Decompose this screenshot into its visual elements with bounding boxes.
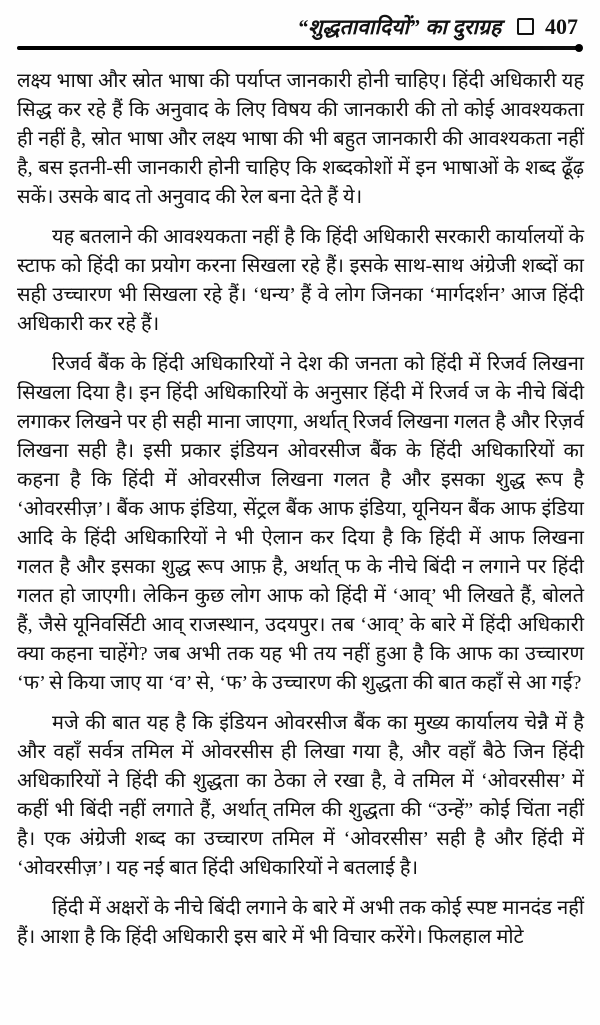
body-paragraph: यह बतलाने की आवश्यकता नहीं है कि हिंदी अधिकारी सरकारी कार्यालयों के स्टाफ को हिंदी का प्रयोग करना सिखला रहे हैं। इसके साथ-साथ अंग्रेजी शब्दों का सही उच्चारण भी सिखला रहे हैं। ‘धन्य’ हैं वे लोग जिनका ‘मार्गदर्शन’ आज हिंदी अधिकारी कर रहे हैं। [17, 225, 584, 335]
body-paragraph: रिजर्व बैंक के हिंदी अधिकारियों ने देश की जनता को हिंदी में रिजर्व लिखना सिखला दिया है। इन हिंदी अधिकारियों के अनुसार हिंदी में रिजर्व ज के नीचे बिंदी लगाकर लिखने पर ही सही माना जाएगा, अर्थात् रिजर्व लिखना गलत है और रिज़र्व लिखना सही है। इसी प्रकार इंडियन ओवरसीज बैंक के हिंदी अधिकारियों का कहना है कि हिंदी में ओवरसीज लिखना गलत है और इसका शुद्ध रूप है ‘ओवरसीज़’। बैंक आफ इंडिया, सेंट्रल बैंक आफ इंडिया, यूनियन बैंक आफ इंडिया आदि के हिंदी अधिकारियों ने भी ऐलान कर दिया है कि हिंदी में आफ लिखना गलत है और इसका शुद्ध रूप आफ़ है, अर्थात् फ के नीचे बिंदी न लगाने पर हिंदी गलत हो जाएगी। लेकिन कुछ लोग आफ को हिंदी में ‘आव्’ भी लिखते हैं, बोलते हैं, जैसे यूनिवर्सिटी आव् राजस्थान, उदयपुर। तब ‘आव्’ के बारे में हिंदी अधिकारी क्या कहना चाहेंगे? जब अभी तक यह भी तय नहीं हुआ है कि आफ का उच्चारण ‘फ’ से किया जाए या ‘व’ से, ‘फ’ के उच्चारण की शुद्धता की बात कहाँ से आ गई? [17, 352, 584, 694]
page-body [17, 67, 584, 952]
body-paragraph: मजे की बात यह है कि इंडियन ओवरसीज बैंक का मुख्य कार्यालय चेन्नै में है और वहाँ सर्वत्र तमिल में ओवरसीस ही लिखा गया है, और वहाँ बैठे जिन हिंदी अधिकारियों ने हिंदी की शुद्धता का ठेका ले रखा है, वे तमिल में ‘ओवरसीस’ में कहीं भी बिंदी नहीं लगाते हैं, अर्थात् तमिल की शुद्धता की “उन्हें” कोई चिंता नहीं है। एक अंग्रेजी शब्द का उच्चारण तमिल में ‘ओवरसीस’ सही है और हिंदी में ‘ओवरसीज़’। यह नई बात हिंदी अधिकारियों ने बतलाई है। [17, 711, 584, 879]
body-paragraph: हिंदी में अक्षरों के नीचे बिंदी लगाने के बारे में अभी तक कोई स्पष्ट मानदंड नहीं हैं। आशा है कि हिंदी अधिकारी इस बारे में भी विचार करेंगे। फिलहाल मोटे [17, 896, 584, 948]
page-number: 407 [545, 14, 578, 39]
header-rule [17, 46, 581, 50]
body-paragraph: लक्ष्य भाषा और स्रोत भाषा की पर्याप्त जानकारी होनी चाहिए। हिंदी अधिकारी यह सिद्ध कर रहे हैं कि अनुवाद के लिए विषय की जानकारी की तो कोई आवश्यकता ही नहीं है, स्रोत भाषा और लक्ष्य भाषा की भी बहुत जानकारी की आवश्यकता नहीं है, बस इतनी-सी जानकारी होनी चाहिए कि शब्दकोशों में इन भाषाओं के शब्द ढूँढ़ सकें। उसके बाद तो अनुवाद की रेल बना देते हैं ये। [17, 69, 584, 208]
running-header [17, 12, 584, 42]
rule-end-dot [575, 44, 583, 52]
square-bullet-icon [517, 18, 534, 35]
chapter-title: “शुद्धतावादियों” का दुराग्रह [297, 15, 502, 39]
